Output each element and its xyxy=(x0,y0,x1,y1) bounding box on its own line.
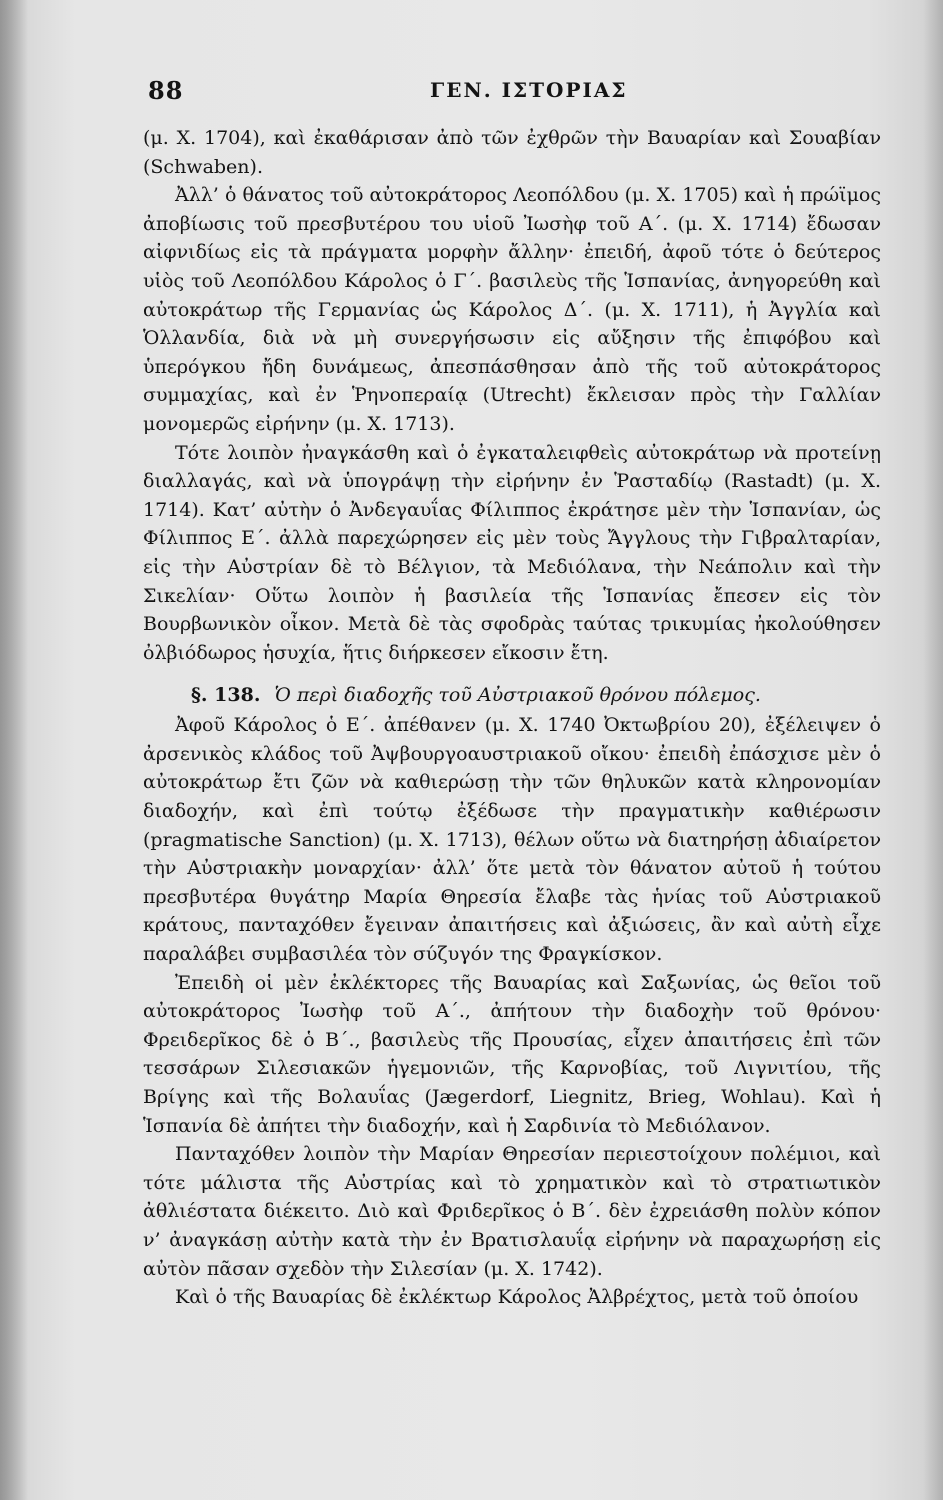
paragraph-peace-rastadt: Τότε λοιπὸν ἠναγκάσθη καὶ ὁ ἐγκαταλειφθεὶς αὐτοκράτωρ νὰ προτείνῃ διαλλαγάς, καὶ νὰ ὑπογράψῃ τὴν εἰρήνην ἐν Ῥασταδίῳ (Rastadt) (μ. Χ. 1714). Κατ’ αὐτὴν ὁ Ἀνδεγαυΐας Φίλιππος ἐκράτησε μὲν τὴν Ἱσπανίαν, ὡς Φίλιππος Ε΄. ἀλλὰ παρεχώρησεν εἰς μὲν τοὺς Ἄγγλους τὴν Γιβραλταρίαν, εἰς τὴν Αὐστρίαν δὲ τὸ Βέλγιον, τὰ Μεδιόλανα, τὴν Νεάπολιν καὶ τὴν Σικελίαν· Οὕτω λοιπὸν ἡ βασιλεία τῆς Ἱσπανίας ἔπεσεν εἰς τὸν Βουρβωνικὸν οἶκον. Μετὰ δὲ τὰς σφοδρὰς ταύτας τρικυμίας ἠκολούθησεν ὀλβιόδωρος ἡσυχία, ἥτις διήρκεσεν εἴκοσιν ἔτη. xyxy=(143,441,881,664)
section-title xyxy=(143,681,881,709)
paragraph-electors: Ἐπειδὴ οἱ μὲν ἐκλέκτορες τῆς Βαυαρίας καὶ Σαξωνίας, ὡς θεῖοι τοῦ αὐτοκράτορος Ἰωσὴφ τοῦ Α΄., ἀπήτουν τὴν διαδοχὴν τοῦ θρόνου· Φρειδερῖκος δὲ ὁ Β΄., βασιλεὺς τῆς Προυσίας, εἶχεν ἀπαιτήσεις ἐπὶ τῶν τεσσάρων Σιλεσιακῶν ἡγεμονιῶν, τῆς Καρνοβίας, τοῦ Λιγνιτίου, τῆς Βρίγης καὶ τῆς Βολαυΐας (Jægerdorf, Liegnitz, Brieg, Wohlau). Καὶ ἡ Ἱσπανία δὲ ἀπήτει τὴν διαδοχήν, καὶ ἡ Σαρδινία τὸ Μεδιόλανον. xyxy=(143,971,881,1137)
section-number: §. 138. xyxy=(191,684,261,707)
page-number: 88 xyxy=(148,76,184,105)
page-edge-shadow xyxy=(923,0,943,1500)
running-head xyxy=(118,68,886,116)
page-text xyxy=(143,124,881,1312)
book-page xyxy=(118,68,886,1358)
page-gutter-shadow xyxy=(0,0,28,1500)
section-heading: Ὁ περὶ διαδοχῆς τοῦ Αὐστριακοῦ θρόνου πόλεμος. xyxy=(274,684,761,707)
paragraph-charles-death: Ἀφοῦ Κάρολος ὁ Ε΄. ἀπέθανεν (μ. Χ. 1740 Ὀκτωβρίου 20), ἐξέλειψεν ὁ ἀρσενικὸς κλάδος τοῦ Ἀψβουργοαυστριακοῦ οἴκου· ἐπειδὴ ἐπάσχισε μὲν ὁ αὐτοκράτωρ ἔτι ζῶν νὰ καθιερώσῃ τὴν τῶν θηλυκῶν κατὰ κληρονομίαν διαδοχήν, καὶ ἐπὶ τούτῳ ἐξέδωσε τὴν πραγματικὴν καθιέρωσιν (pragmatische Sanction) (μ. Χ. 1713), θέλων οὕτω νὰ διατηρήσῃ ἀδιαίρετον τὴν Αὐστριακὴν μοναρχίαν· ἀλλ’ ὅτε μετὰ τὸν θάνατον αὐτοῦ ἡ τούτου πρεσβυτέρα θυγάτηρ Μαρία Θηρεσία ἔλαβε τὰς ἡνίας τοῦ Αὐστριακοῦ κράτους, πανταχόθεν ἔγειναν ἀπαιτήσεις καὶ ἀξιώσεις, ἂν καὶ αὐτὴ εἶχε παραλάβει συμβασιλέα τὸν σύζυγόν της Φραγκίσκον. xyxy=(143,714,881,966)
paragraph-continuation: (μ. Χ. 1704), καὶ ἐκαθάρισαν ἀπὸ τῶν ἐχθρῶν τὴν Βαυαρίαν καὶ Σουαβίαν (Schwaben). xyxy=(143,127,881,178)
paragraph-enemies: Πανταχόθεν λοιπὸν τὴν Μαρίαν Θηρεσίαν περιεστοίχουν πολέμιοι, καὶ τότε μάλιστα τῆς Αὐστρίας καὶ τὸ χρηματικὸν καὶ τὸ στρατιωτικὸν ἀθλιέστατα διέκειτο. Διὸ καὶ Φριδερῖκος ὁ Β΄. δὲν ἐχρειάσθη πολὺν κόπον ν’ ἀναγκάσῃ αὐτὴν κατὰ τὴν ἐν Βρατισλαυΐᾳ εἰρήνην νὰ παραχωρήσῃ εἰς αὐτὸν πᾶσαν σχεδὸν τὴν Σιλεσίαν (μ. Χ. 1742). xyxy=(143,1143,881,1280)
paragraph-leopold-death: Ἀλλ’ ὁ θάνατος τοῦ αὐτοκράτορος Λεοπόλδου (μ. Χ. 1705) καὶ ἡ πρώϊμος ἀποβίωσις τοῦ πρεσβυτέρου του υἱοῦ Ἰωσὴφ τοῦ Α΄. (μ. Χ. 1714) ἔδωσαν αἰφνιδίως εἰς τὰ πράγματα μορφὴν ἄλλην· ἐπειδή, ἀφοῦ τότε ὁ δεύτερος υἱὸς τοῦ Λεοπόλδου Κάρολος ὁ Γ΄. βασιλεὺς τῆς Ἱσπανίας, ἀνηγορεύθη καὶ αὐτοκράτωρ τῆς Γερμανίας ὡς Κάρολος Δ΄. (μ. Χ. 1711), ἡ Ἀγγλία καὶ Ὁλλανδία, διὰ νὰ μὴ συνεργήσωσιν εἰς αὔξησιν τῆς ἐπιφόβου καὶ ὑπερόγκου ἤδη δυνάμεως, ἀπεσπάσθησαν ἀπὸ τῆς τοῦ αὐτοκράτορος συμμαχίας, καὶ ἐν Ῥηνοπεραίᾳ (Utrecht) ἔκλεισαν πρὸς τὴν Γαλλίαν μονομερῶς εἰρήνην (μ. Χ. 1713). xyxy=(143,184,881,435)
running-title: ΓΕΝ. ΙΣΤΟΡΙΑΣ xyxy=(430,78,628,102)
paragraph-bavaria-elector: Καὶ ὁ τῆς Βαυαρίας δὲ ἐκλέκτωρ Κάρολος Ἀλβρέχτος, μετὰ τοῦ ὁποίου xyxy=(175,1286,859,1309)
